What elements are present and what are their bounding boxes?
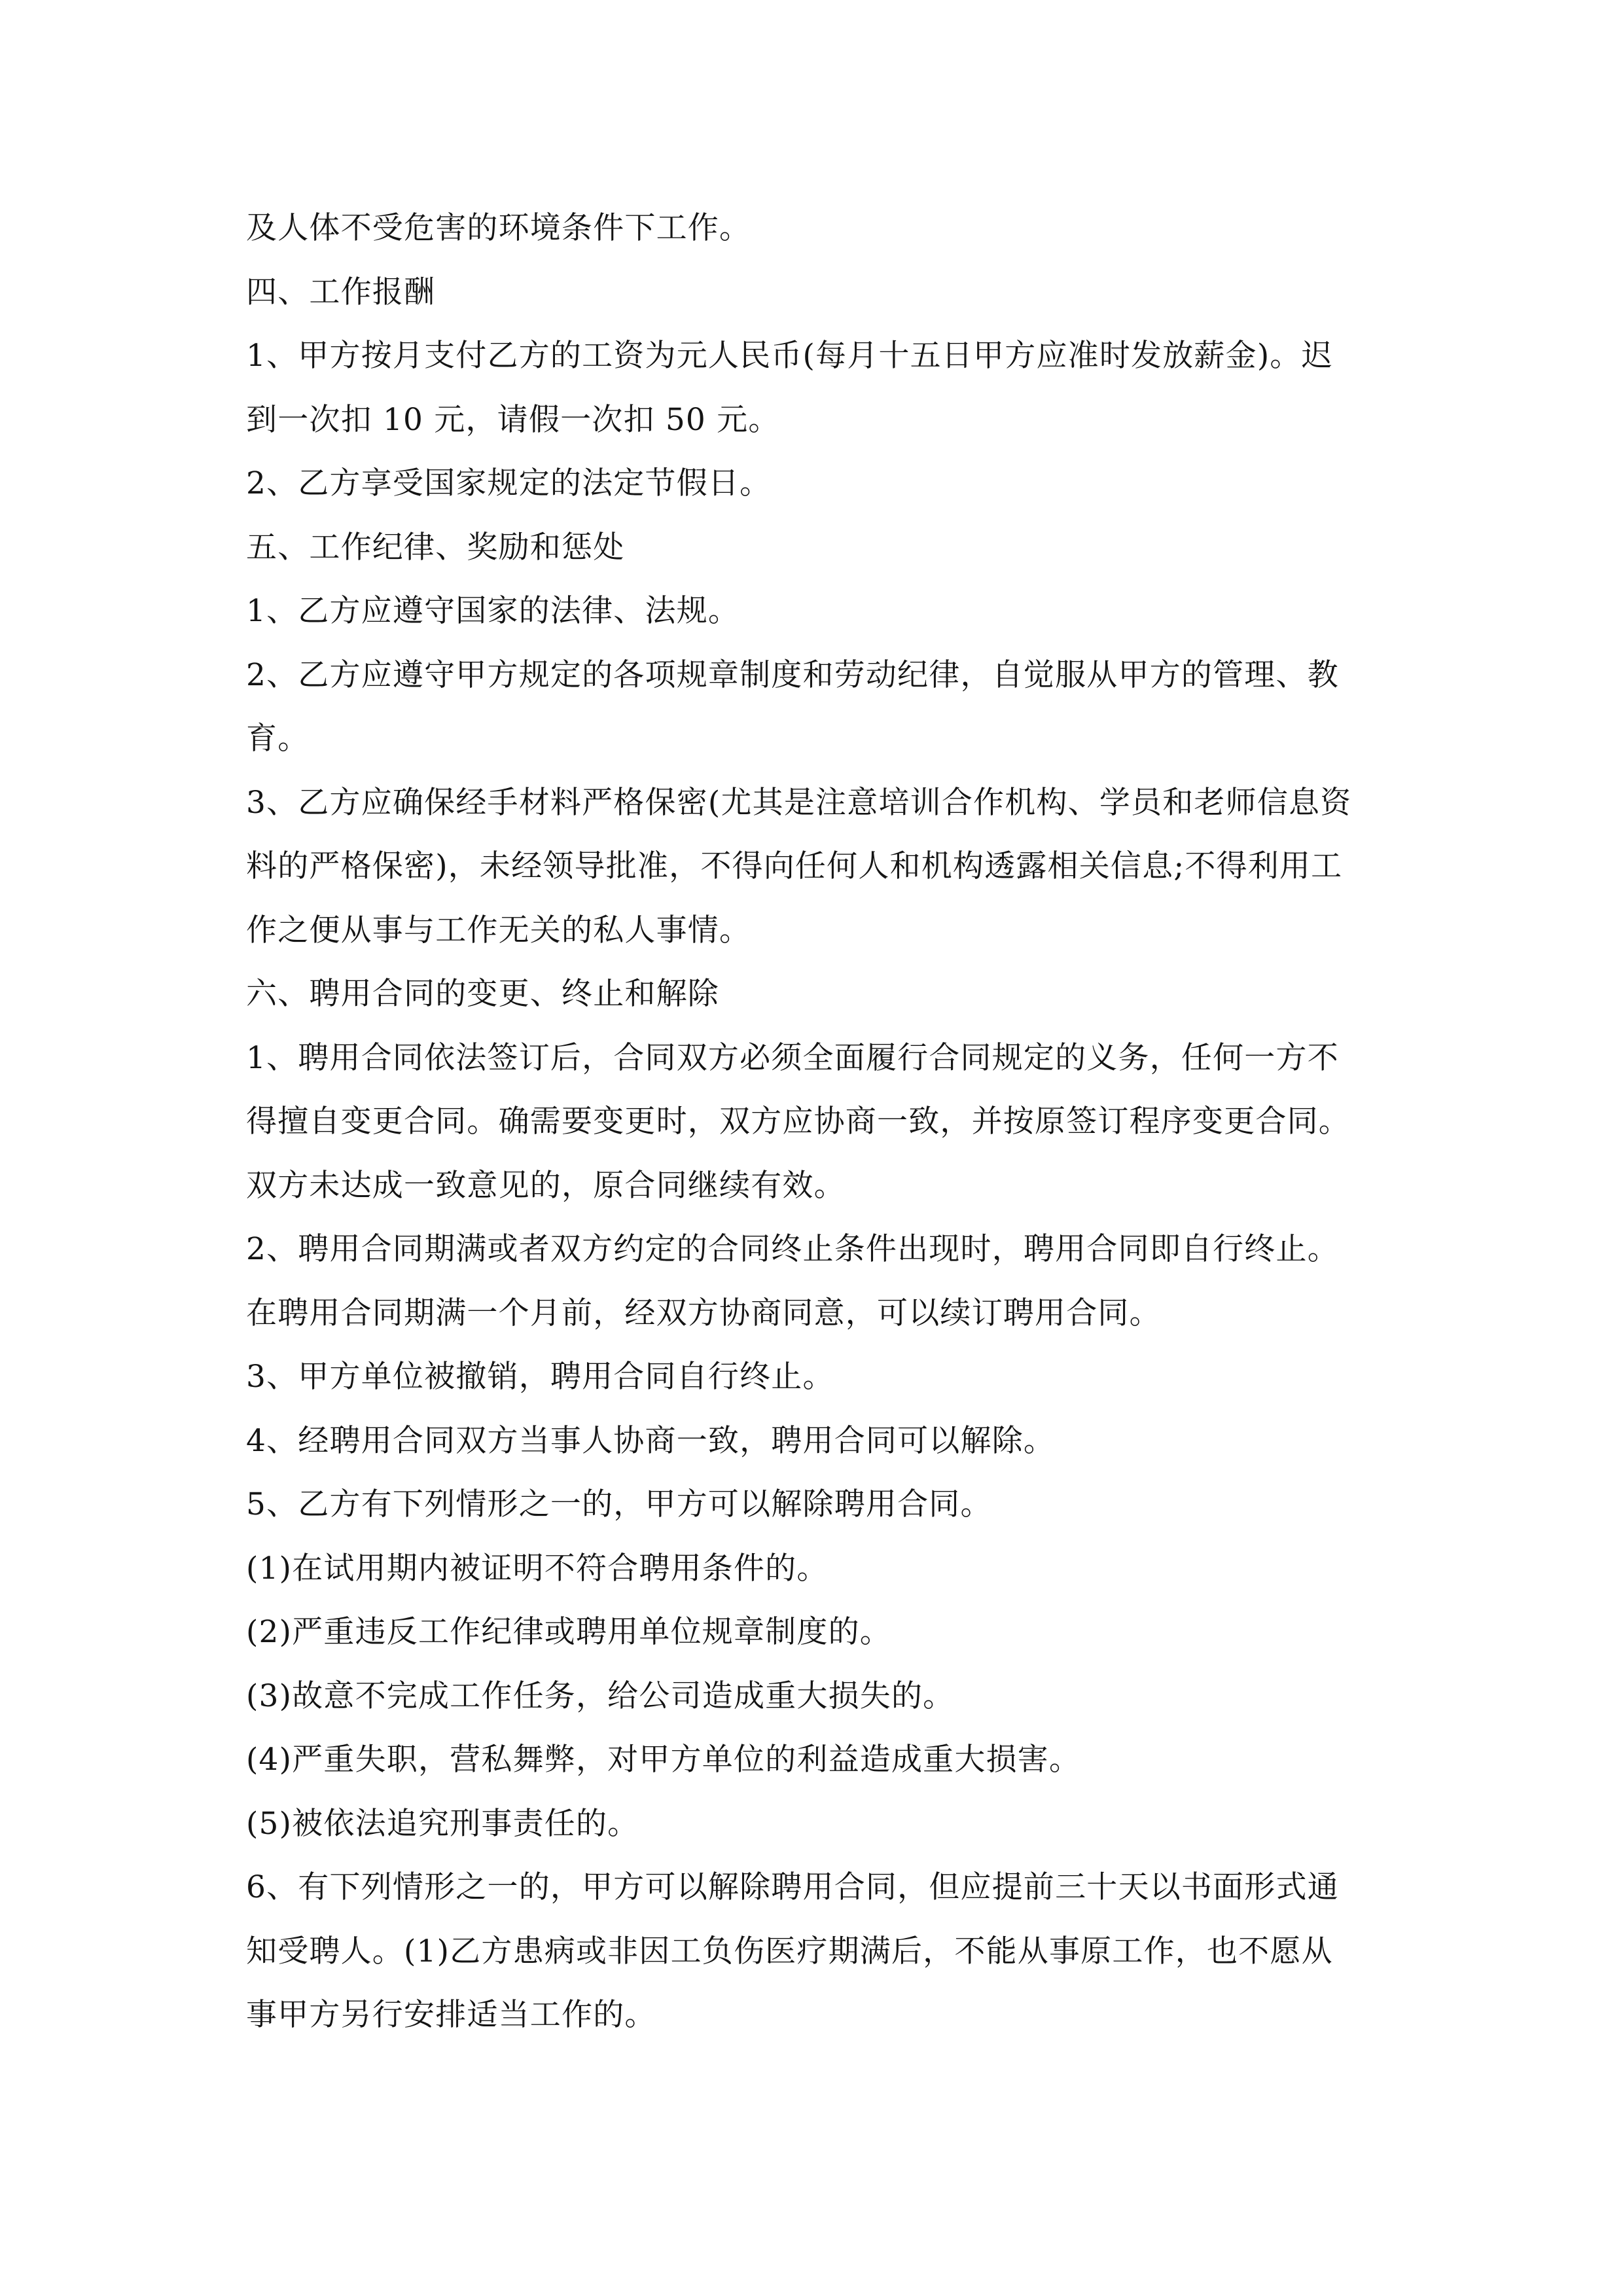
list-item: (4)严重失职，营私舞弊，对甲方单位的利益造成重大损害。 bbox=[246, 1742, 1081, 1778]
text-line: 2、乙方应遵守甲方规定的各项规章制度和劳动纪律，自觉服从甲方的管理、教 bbox=[246, 656, 1339, 693]
section-heading: 六、聘用合同的变更、终止和解除 bbox=[246, 976, 719, 1012]
text-line: 1、乙方应遵守国家的法律、法规。 bbox=[246, 593, 740, 629]
text-line: 1、甲方按月支付乙方的工资为元人民币(每月十五日甲方应准时发放薪金)。迟 bbox=[246, 338, 1333, 374]
text-line: 知受聘人。(1)乙方患病或非因工负伤医疗期满后，不能从事原工作，也不愿从 bbox=[246, 1933, 1333, 1969]
text-line: 得擅自变更合同。确需要变更时，双方应协商一致，并按原签订程序变更合同。 bbox=[246, 1103, 1350, 1139]
text-line: 双方未达成一致意见的，原合同继续有效。 bbox=[246, 1167, 846, 1204]
text-line: 料的严格保密)，未经领导批准，不得向任何人和机构透露相关信息;不得利用工 bbox=[246, 848, 1343, 884]
list-item: (2)严重违反工作纪律或聘用单位规章制度的。 bbox=[246, 1614, 891, 1650]
text-line: 事甲方另行安排适当工作的。 bbox=[246, 1997, 656, 2033]
text-line: 育。 bbox=[246, 721, 310, 757]
text-line: 到一次扣 10 元，请假一次扣 50 元。 bbox=[246, 401, 780, 438]
document-body bbox=[246, 196, 1382, 2047]
text-line: 4、经聘用合同双方当事人协商一致，聘用合同可以解除。 bbox=[246, 1422, 1056, 1459]
section-heading: 五、工作纪律、奖励和惩处 bbox=[246, 529, 625, 565]
text-line: 1、聘用合同依法签订后，合同双方必须全面履行合同规定的义务，任何一方不 bbox=[246, 1039, 1339, 1076]
text-line: 6、有下列情形之一的，甲方可以解除聘用合同，但应提前三十天以书面形式通 bbox=[246, 1869, 1339, 1905]
text-line: 作之便从事与工作无关的私人事情。 bbox=[246, 912, 751, 948]
text-line: 3、乙方应确保经手材料严格保密(尤其是注意培训合作机构、学员和老师信息资 bbox=[246, 784, 1352, 821]
text-line: 3、甲方单位被撤销，聘用合同自行终止。 bbox=[246, 1359, 834, 1395]
text-line: 及人体不受危害的环境条件下工作。 bbox=[246, 210, 751, 246]
list-item: (3)故意不完成工作任务，给公司造成重大损失的。 bbox=[246, 1677, 955, 1714]
section-heading: 四、工作报酬 bbox=[246, 274, 436, 310]
list-item: (5)被依法追究刑事责任的。 bbox=[246, 1805, 639, 1842]
text-line: 2、聘用合同期满或者双方约定的合同终止条件出现时，聘用合同即自行终止。 bbox=[246, 1231, 1339, 1267]
text-line: 在聘用合同期满一个月前，经双方协商同意，可以续订聘用合同。 bbox=[246, 1295, 1161, 1331]
text-line: 5、乙方有下列情形之一的，甲方可以解除聘用合同。 bbox=[246, 1486, 992, 1522]
list-item: (1)在试用期内被证明不符合聘用条件的。 bbox=[246, 1550, 829, 1587]
text-line: 2、乙方享受国家规定的法定节假日。 bbox=[246, 465, 772, 501]
